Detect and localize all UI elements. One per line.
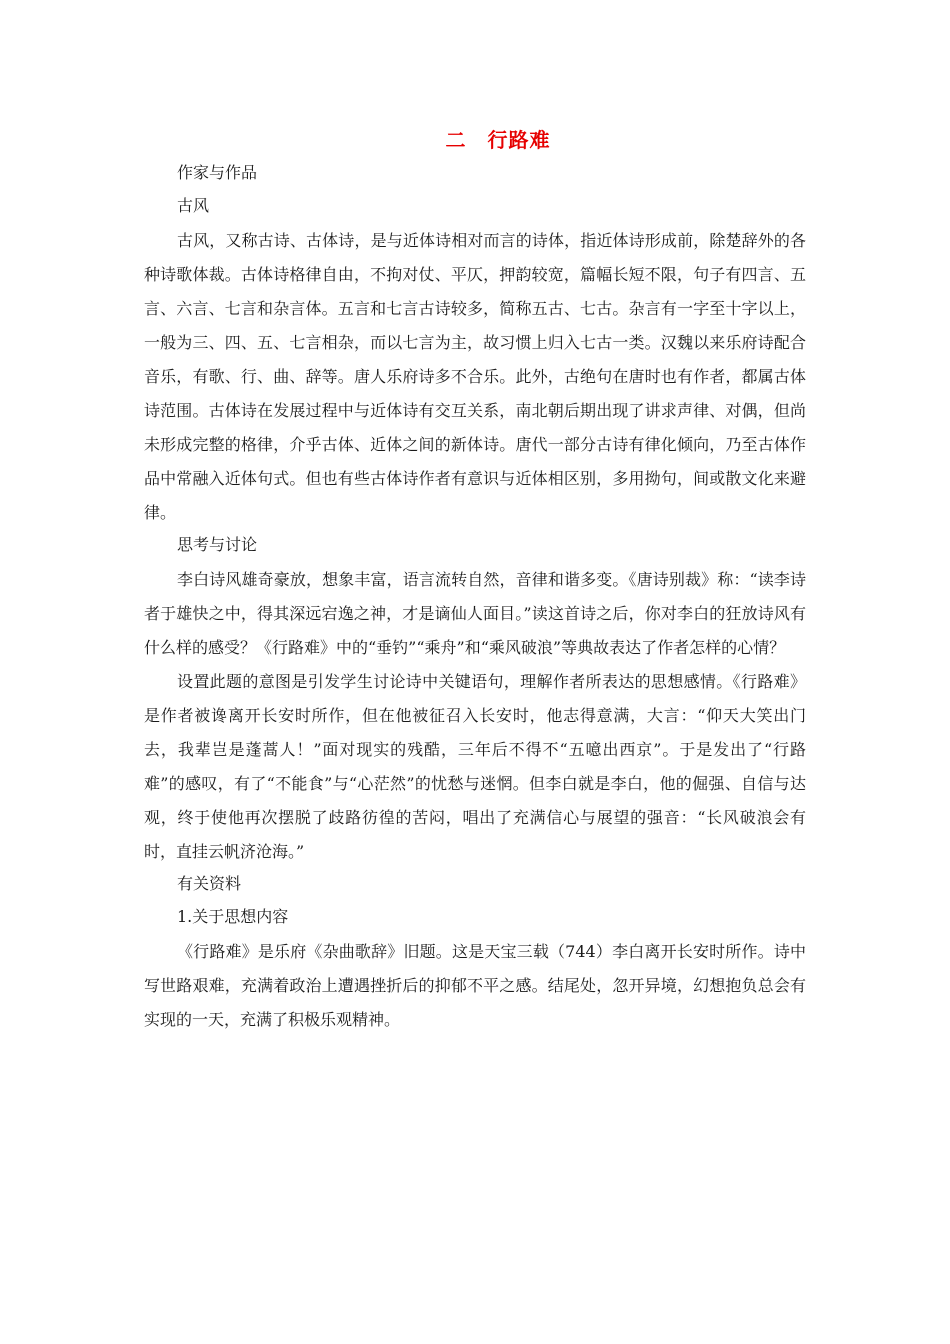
page-title: 二 行路难 — [445, 128, 551, 152]
paragraph-discussion-question: 李白诗风雄奇豪放，想象丰富，语言流转自然，音律和谐多变。《唐诗别裁》称：“读李诗者于雄快之中，得其深远宕逸之神，才是谪仙人面目。”读这首诗之后，你对李白的狂放诗风有什么样的感受？《行路难》中的“垂钓”“乘舟”和“乘风破浪”等典故表达了作者怎样的心情？ — [144, 570, 806, 657]
paragraph-discussion-answer: 设置此题的意图是引发学生讨论诗中关键语句，理解作者所表达的思想感情。《行路难》是作者被谗离开长安时所作，但在他被征召入长安时，他志得意满，大言：“仰天大笑出门去，我辈岂是蓬蒿人！”面对现实的残酷，三年后不得不“五噫出西京”。于是发出了“行路难”的感叹，有了“不能食”与“心茫然”的忧愁与迷惘。但李白就是李白，他的倔强、自信与达观，终于使他再次摆脱了歧路彷徨的苦闷，唱出了充满信心与展望的强音：“长风破浪会有时，直挂云帆济沧海。” — [144, 672, 806, 861]
materials-item-heading: 1.关于思想内容 — [177, 907, 289, 926]
section-heading-gufeng: 古风 — [177, 196, 210, 215]
document-body — [144, 158, 806, 1037]
paragraph-gufeng: 古风，又称古诗、古体诗，是与近体诗相对而言的诗体，指近体诗形成前，除楚辞外的各种诗歌体裁。古体诗格律自由，不拘对仗、平仄，押韵较宽，篇幅长短不限，句子有四言、五言、六言、七言和杂言体。五言和七言古诗较多，简称五古、七古。杂言有一字至十字以上，一般为三、四、五、七言相杂，而以七言为主，故习惯上归入七古一类。汉魏以来乐府诗配合音乐，有歌、行、曲、辞等。唐人乐府诗多不合乐。此外，古绝句在唐时也有作者，都属古体诗范围。古体诗在发展过程中与近体诗有交互关系，南北朝后期出现了讲求声律、对偶，但尚未形成完整的格律，介乎古体、近体之间的新体诗。唐代一部分古诗有律化倾向，乃至古体作品中常融入近体句式。但也有些古体诗作者有意识与近体相区别，多用拗句，间或散文化来避律。 — [144, 231, 806, 522]
paragraph-materials-item: 《行路难》是乐府《杂曲歌辞》旧题。这是天宝三载（744）李白离开长安时所作。诗中写世路艰难，充满着政治上遭遇挫折后的抑郁不平之感。结尾处，忽开异境，幻想抱负总会有实现的一天，充满了积极乐观精神。 — [144, 942, 806, 1029]
section-heading-author-works: 作家与作品 — [177, 163, 258, 182]
section-heading-materials: 有关资料 — [177, 874, 242, 893]
section-heading-discussion: 思考与讨论 — [177, 535, 258, 554]
